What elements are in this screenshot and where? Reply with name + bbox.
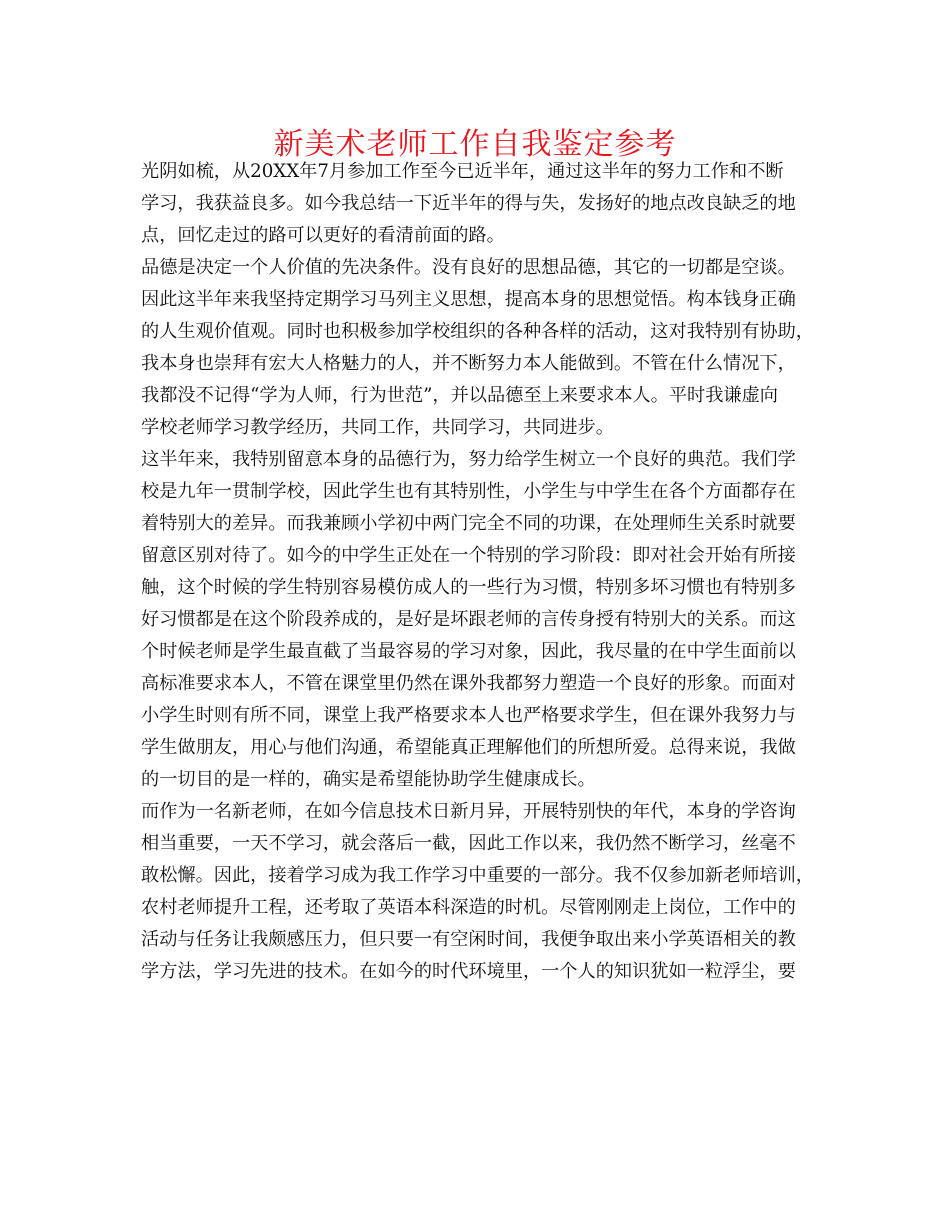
text-line: 的一切目的是一样的，确实是希望能协助学生健康成长。 — [141, 769, 596, 790]
text-line: 触，这个时候的学生特别容易模仿成人的一些行为习惯，特别多坏习惯也有特别多 — [141, 577, 796, 598]
document-title: 新美术老师工作自我鉴定参考 — [273, 127, 677, 162]
text-line: 而作为一名新老师，在如今信息技术日新月异，开展特别快的年代，本身的学咨询 — [141, 801, 796, 822]
text-line: 学习，我获益良多。如今我总结一下近半年的得与失，发扬好的地点改良缺乏的地 — [141, 193, 796, 214]
text-line: 学生做朋友，用心与他们沟通，希望能真正理解他们的所想所爱。总得来说，我做 — [141, 737, 796, 758]
text-line: 活动与任务让我颇感压力，但只要一有空闲时间，我便争取出来小学英语相关的教 — [141, 929, 796, 950]
text-line: 高标准要求本人，不管在课堂里仍然在课外我都努力塑造一个良好的形象。而面对 — [141, 673, 796, 694]
text-line: 我本身也崇拜有宏大人格魅力的人，并不断努力本人能做到。不管在什么情况下， — [141, 353, 796, 374]
text-line: 小学生时则有所不同，课堂上我严格要求本人也严格要求学生，但在课外我努力与 — [141, 705, 796, 726]
text-line: 农村老师提升工程，还考取了英语本科深造的时机。尽管刚刚走上岗位，工作中的 — [141, 897, 796, 918]
text-line: 品德是决定一个人价值的先决条件。没有良好的思想品德，其它的一切都是空谈。 — [141, 257, 796, 278]
text-line: 着特别大的差异。而我兼顾小学初中两门完全不同的功课，在处理师生关系时就要 — [141, 513, 796, 534]
text-line: 光阴如梳，从20XX年7月参加工作至今已近半年，通过这半年的努力工作和不断 — [141, 161, 784, 182]
text-line: 好习惯都是在这个阶段养成的，是好是坏跟老师的言传身授有特别大的关系。而这 — [141, 609, 796, 630]
text-line: 点，回忆走过的路可以更好的看清前面的路。 — [141, 225, 505, 246]
text-line: 我都没不记得“学为人师，行为世范”，并以品德至上来要求本人。平时我谦虚向 — [141, 385, 778, 406]
text-line: 相当重要，一天不学习，就会落后一截，因此工作以来，我仍然不断学习，丝毫不 — [141, 833, 796, 854]
text-line: 校是九年一贯制学校，因此学生也有其特别性，小学生与中学生在各个方面都存在 — [141, 481, 796, 502]
text-line: 这半年来，我特别留意本身的品德行为，努力给学生树立一个良好的典范。我们学 — [141, 449, 796, 470]
text-line: 学方法，学习先进的技术。在如今的时代环境里，一个人的知识犹如一粒浮尘，要 — [141, 961, 796, 982]
text-line: 敢松懈。因此，接着学习成为我工作学习中重要的一部分。我不仅参加新老师培训， — [141, 865, 814, 886]
text-line: 学校老师学习教学经历，共同工作，共同学习，共同进步。 — [141, 417, 614, 438]
text-line: 个时候老师是学生最直截了当最容易的学习对象，因此，我尽量的在中学生面前以 — [141, 641, 796, 662]
text-line: 留意区别对待了。如今的中学生正处在一个特别的学习阶段：即对社会开始有所接 — [141, 545, 796, 566]
text-line: 的人生观价值观。同时也积极参加学校组织的各种各样的活动，这对我特别有协助， — [141, 321, 814, 342]
document-body — [141, 156, 816, 988]
text-line: 因此这半年来我坚持定期学习马列主义思想，提高本身的思想觉悟。构本钱身正确 — [141, 289, 796, 310]
